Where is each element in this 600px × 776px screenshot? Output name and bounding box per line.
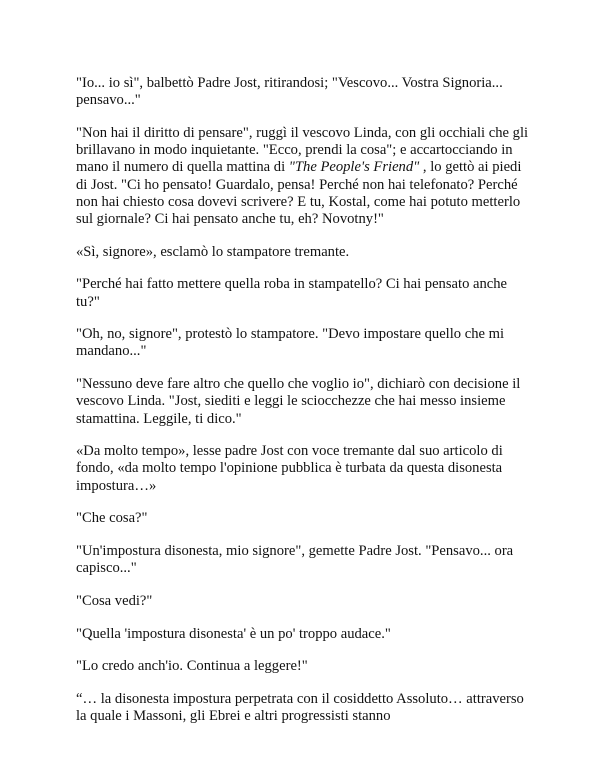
document-body <box>76 75 531 741</box>
paragraph-1: "Io... io sì", balbettò Padre Jost, ritirandosi; "Vescovo... Vostra Signoria... pensavo..." <box>76 75 503 109</box>
newspaper-title: "The People's Friend" <box>288 159 420 176</box>
paragraph-12: "Lo credo anch'io. Continua a leggere!" <box>76 658 308 675</box>
paragraph-9: "Un'impostura disonesta, mio signore", gemette Padre Jost. "Pensavo... ora capisco..." <box>76 543 514 577</box>
paragraph-6: "Nessuno deve fare altro che quello che voglio io", dichiarò con decisione il vescovo Linda. "Jost, siediti e leggi le sciocchezze che hai messo insieme stamattina. Leggile, ti dico." <box>76 376 521 427</box>
paragraph-5: "Oh, no, signore", protestò lo stampatore. "Devo impostare quello che mi mandano..." <box>76 326 505 360</box>
paragraph-7: «Da molto tempo», lesse padre Jost con voce tremante dal suo articolo di fondo, «da molto tempo l'opinione pubblica è turbata da questa disonesta impostura…» <box>76 443 503 494</box>
paragraph-8: "Che cosa?" <box>76 510 148 527</box>
paragraph-11: "Quella 'impostura disonesta' è un po' troppo audace." <box>76 625 391 642</box>
paragraph-3: «Sì, signore», esclamò lo stampatore tremante. <box>76 243 350 260</box>
paragraph-4: "Perché hai fatto mettere quella roba in stampatello? Ci hai pensato anche tu?" <box>76 276 508 310</box>
paragraph-13: “… la disonesta impostura perpetrata con il cosiddetto Assoluto… attraverso la quale i Massoni, gli Ebrei e altri progressisti stanno <box>76 691 524 725</box>
paragraph-2-text-after: , lo gettò ai piedi di Jost. "Ci ho pensato! Guardalo, pensa! Perché non hai telefonato? Perché non hai chiesto cosa dovevi scrivere? E tu, Kostal, come hai potuto metterlo sul giornale? Ci hai pensato anche tu, eh? Novotny!" <box>76 159 522 227</box>
paragraph-10: "Cosa vedi?" <box>76 592 153 609</box>
paragraph-2-text-before: "Non hai il diritto di pensare", ruggì il vescovo Linda, con gli occhiali che gli brillavano in modo inquietante. "Ecco, prendi la cosa"; e accartocciando in mano il numero di quella mattina di <box>76 124 529 176</box>
paragraph-2 <box>76 125 531 228</box>
